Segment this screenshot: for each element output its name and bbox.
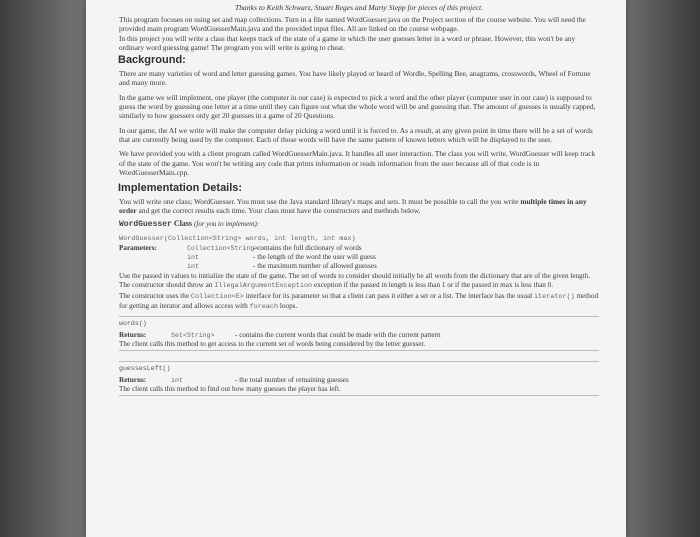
method-signature: words() bbox=[119, 319, 147, 327]
method-description: The client calls this method to find out how many guesses the player has left. bbox=[119, 385, 599, 396]
param-desc-3: - the maximum number of allowed guesses bbox=[253, 261, 377, 270]
exception-name: IllegalArgumentException bbox=[214, 281, 313, 290]
params-label: Parameters: bbox=[119, 243, 157, 252]
background-paragraph-2: In the game we will implement, one player (the computer in our case) is expected to pick a word and the other player (computer user in our case) is supposed to guess the word by guessing one letter at a time until they can figure out what the whole word will be and guessing that. The amount of guesses is usually capped, similarly to how guessers only get 20 guesses in a game of 20 Questions. bbox=[119, 92, 596, 121]
param-type-2: int bbox=[187, 253, 199, 261]
implementation-text-b: and get the correct results each time. Your class must have the constructors and methods below. bbox=[136, 206, 421, 216]
class-heading bbox=[119, 219, 599, 229]
constructor-description-1: Use the passed in values to initialize the state of the game. The set of words to consider should initially be all words from the dictionary that are of the given length. The constructor should throw an IllegalArgumentException exception if the passed in length is less than 1 or if the passed in max is less than 0. bbox=[119, 271, 591, 290]
background-paragraph-1: There are many varieties of word and letter guessing games. You have likely played or heard of Wordle, Spelling Bee, anagrams, crosswords, Wheel of Fortune and many more. bbox=[119, 69, 591, 88]
document-content bbox=[119, 3, 599, 396]
returns-type: Set<String> bbox=[171, 331, 215, 339]
implementation-heading: Implementation Details: bbox=[118, 182, 243, 195]
param-row-1 bbox=[119, 244, 599, 253]
param-row-3 bbox=[119, 262, 599, 271]
param-desc-1: - contains the full dictionary of words bbox=[253, 243, 362, 252]
class-note: (for you to implement): bbox=[194, 219, 260, 228]
param-desc-2: - the length of the word the user will guess bbox=[253, 252, 376, 261]
param-type-3: int bbox=[187, 262, 199, 270]
method-returns bbox=[119, 331, 599, 340]
class-name: WordGuesser bbox=[119, 219, 172, 229]
constructor-signature: WordGuesser(Collection<String> words, int length, int max) bbox=[119, 234, 356, 243]
constructor-description-2: The constructor uses the Collection<E> interface for its parameter so that a client can pass it either a set or a list. The interface has the usual iterator() method for getting an iterator and allows access with foreach loops. bbox=[119, 291, 599, 311]
class-word: Class bbox=[173, 218, 193, 228]
iterator-code: iterator() bbox=[533, 292, 575, 301]
implementation-text-a: You will write one class; WordGuesser. You must use the Java standard library's maps and sets. It must be possible to call the you write bbox=[119, 197, 521, 207]
intro-paragraph-2: In this project you will write a class that keeps track of the state of a game in which the user guesses letter in a word or phrase. However, this won't be any ordinary word guessing game! The program you will write is going to cheat. bbox=[119, 33, 576, 52]
returns-desc: - the total number of remaining guesses bbox=[235, 375, 349, 384]
implementation-text-bold: multiple times in any order bbox=[119, 197, 587, 216]
method-guesses-left bbox=[119, 361, 599, 396]
param-row-2 bbox=[119, 253, 599, 262]
intro-paragraph-1: This program focuses on using set and map collections. Turn in a file named WordGuesser.java on the Project section of the course website. You will need the provided main program WordGuesserMain.java and the provided input files. All are linked on the course webpage. bbox=[119, 15, 586, 34]
returns-desc: - contains the current words that could be made with the current pattern bbox=[235, 330, 441, 339]
method-description: The client calls this method to get access to the current set of words being considered by the letter guesser. bbox=[119, 340, 599, 351]
implementation-paragraph bbox=[119, 197, 599, 216]
returns-label: Returns: bbox=[119, 375, 147, 384]
collection-code: Collection<E> bbox=[190, 292, 244, 301]
background-heading: Background: bbox=[118, 54, 186, 67]
method-signature: guessesLeft() bbox=[119, 364, 171, 372]
background-paragraph-4: We have provided you with a client program called WordGuesserMain.java. It handles all user interaction. The class you will write, WordGuesser will keep track of the state of the game. You won't be writing any code that prints information or reads information from the user because all of that code is in WordGuesserMain.cpp. bbox=[119, 149, 596, 177]
foreach-code: foreach bbox=[249, 302, 279, 311]
document-page bbox=[86, 0, 626, 537]
background-paragraph-3: In our game, the AI we write will make the computer delay picking a word until it is forced to. As a result, at any given point in time there will be a set of words that are currently being used by the computer. Each of those words will have the same pattern of known letters which will be displayed to the user. bbox=[119, 125, 593, 144]
param-type-1: Collection<String> bbox=[187, 244, 259, 252]
method-words bbox=[119, 316, 599, 351]
returns-type: int bbox=[171, 376, 183, 384]
credit-line: Thanks to Keith Schwarz, Stuart Reges and Marty Stepp for pieces of this project. bbox=[235, 3, 483, 12]
returns-label: Returns: bbox=[119, 330, 147, 339]
method-returns bbox=[119, 376, 599, 385]
